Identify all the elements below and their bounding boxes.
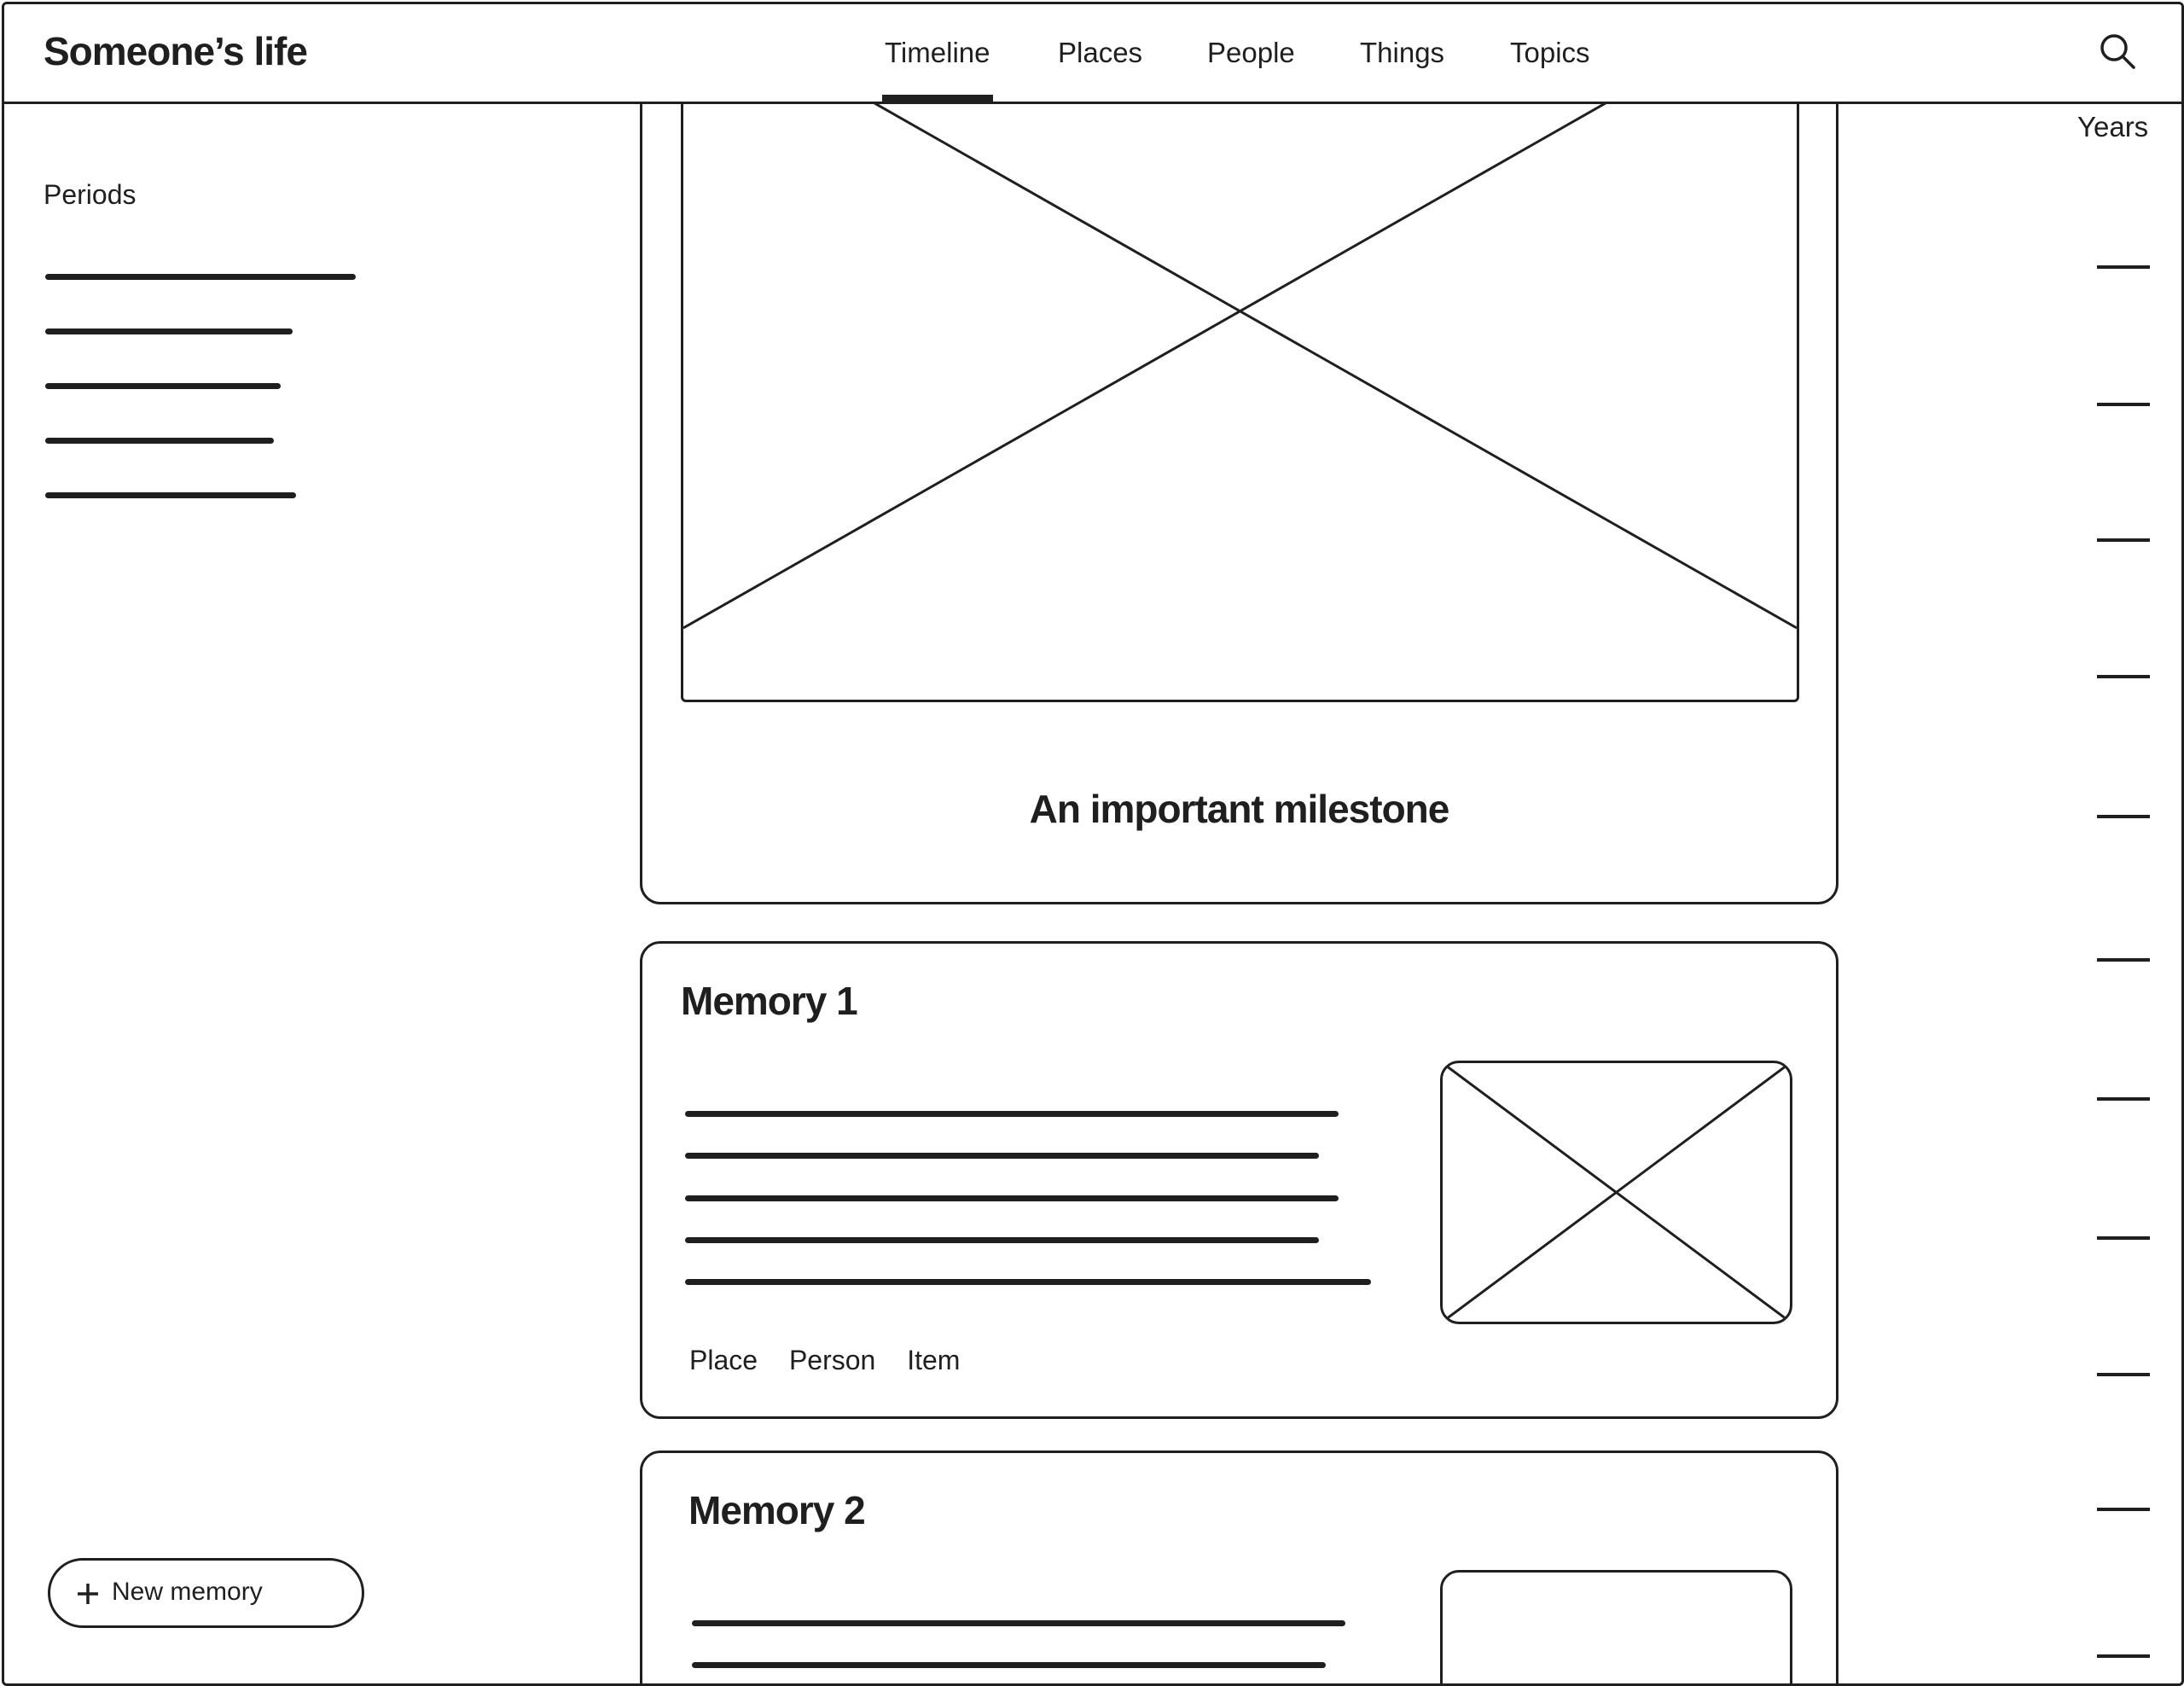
new-memory-label: New memory: [112, 1578, 263, 1606]
year-tick[interactable]: [2097, 1654, 2150, 1658]
year-tick[interactable]: [2097, 1373, 2150, 1376]
year-tick[interactable]: [2097, 403, 2150, 406]
memory-thumbnail: [1440, 1570, 1792, 1686]
plus-icon: [76, 1582, 100, 1606]
year-tick[interactable]: [2097, 675, 2150, 678]
tab-topics[interactable]: Topics: [1510, 37, 1590, 68]
app-title: Someone’s life: [44, 29, 307, 73]
image-placeholder-icon: [1443, 1063, 1790, 1322]
tag-item[interactable]: Item: [907, 1345, 961, 1375]
search-icon: [2096, 30, 2139, 73]
tab-people[interactable]: People: [1207, 37, 1295, 68]
text-placeholder-line: [692, 1620, 1345, 1626]
tab-places[interactable]: Places: [1058, 37, 1143, 68]
search-button[interactable]: [2096, 30, 2139, 73]
milestone-image: [681, 51, 1799, 702]
milestone-title: An important milestone: [1029, 787, 1449, 831]
memory-tags: [689, 1345, 984, 1376]
tag-person[interactable]: Person: [788, 1345, 876, 1375]
year-tick[interactable]: [2097, 265, 2150, 269]
periods-sidebar: [4, 104, 601, 1683]
tag-place[interactable]: Place: [689, 1345, 758, 1375]
active-tab-indicator: [882, 95, 993, 102]
text-placeholder-line: [685, 1279, 1371, 1285]
year-tick[interactable]: [2097, 538, 2150, 542]
tab-things[interactable]: Things: [1360, 37, 1445, 68]
app-window: [2, 2, 2184, 1686]
periods-heading: Periods: [44, 179, 136, 210]
tab-timeline[interactable]: Timeline: [885, 37, 990, 68]
year-tick[interactable]: [2097, 958, 2150, 962]
years-heading: Years: [2077, 111, 2149, 142]
text-placeholder-line: [685, 1111, 1339, 1117]
year-tick[interactable]: [2097, 815, 2150, 818]
year-tick[interactable]: [2097, 1236, 2150, 1240]
memory-title: Memory 2: [688, 1488, 865, 1532]
text-placeholder-line: [685, 1153, 1319, 1159]
memory-title: Memory 1: [681, 979, 857, 1023]
period-item[interactable]: [45, 438, 274, 444]
period-item[interactable]: [45, 492, 296, 498]
text-placeholder-line: [692, 1662, 1326, 1668]
milestone-card[interactable]: [640, 51, 1838, 904]
new-memory-button[interactable]: [48, 1558, 364, 1628]
period-item[interactable]: [45, 274, 356, 280]
top-bar: [4, 4, 2181, 104]
period-item[interactable]: [45, 328, 293, 334]
year-tick[interactable]: [2097, 1508, 2150, 1511]
year-tick[interactable]: [2097, 1097, 2150, 1101]
years-scale: [2052, 104, 2181, 1683]
memory-card[interactable]: [640, 941, 1838, 1419]
memory-card[interactable]: [640, 1451, 1838, 1686]
text-placeholder-line: [685, 1195, 1339, 1201]
image-placeholder-icon: [683, 51, 1797, 700]
memory-thumbnail: [1440, 1061, 1792, 1324]
text-placeholder-line: [685, 1237, 1319, 1243]
period-item[interactable]: [45, 383, 281, 389]
